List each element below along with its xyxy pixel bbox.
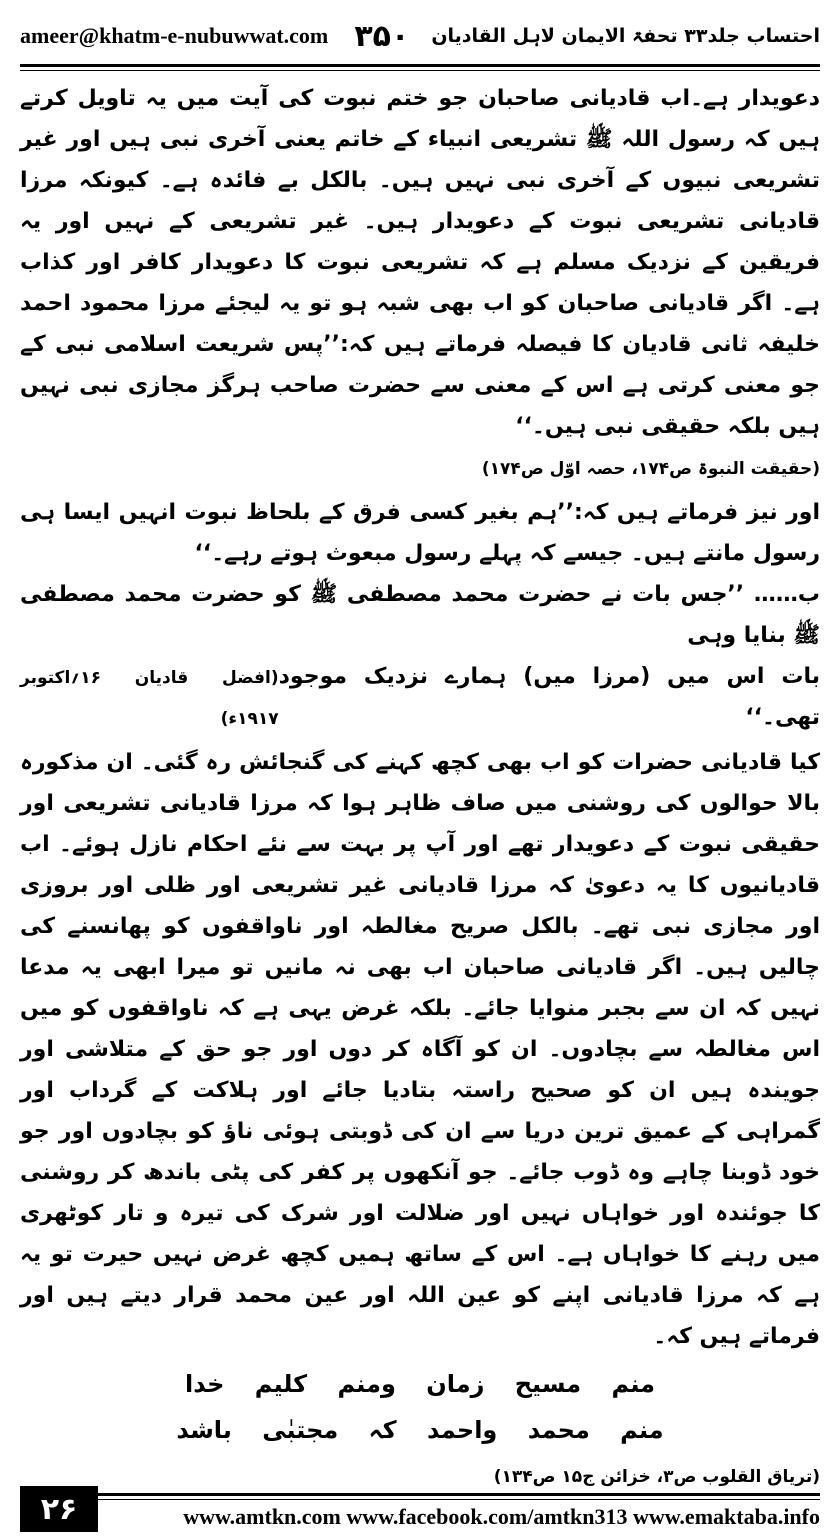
- header-email: ameer@khatm-e-nubuwwat.com: [20, 23, 329, 48]
- footer-links-block: [98, 1493, 820, 1532]
- paragraph-2: اور نیز فرماتے ہیں کہ:’’ہم بغیر کسی فرق کے بلحاظ نبوت انہیں ایسا ہی رسول مانتے ہیں۔ جیسے کہ پہلے رسول مبعوث ہوتے رہے۔‘‘: [20, 500, 820, 566]
- header-page-number: ۳۵۰: [354, 18, 410, 54]
- footer-website-links[interactable]: www.amtkn.com www.facebook.com/amtkn313 www.emaktaba.info: [183, 1504, 820, 1529]
- paragraph-1: دعویدار ہے۔اب قادیانی صاحبان جو ختم نبوت کی آیت میں یہ تاویل کرتے ہیں کہ رسول اللہ ﷺ تشریعی انبیاء کے خاتم یعنی آخری نبی ہیں اور غیر تشریعی نبیوں کے آخری نبی نہیں ہیں۔ بالکل بے فائدہ ہے۔ کیونکہ مرزا قادیانی تشریعی نبوت کے دعویدار ہیں۔ غیر تشریعی کے نہیں اور یہ فریقین کے نزدیک مسلم ہے کہ تشریعی نبوت کا دعویدار کافر اور کذاب ہے۔ اگر قادیانی صاحبان کو اب بھی شبہ ہو تو یہ لیجئے مرزا محمود احمد خلیفہ ثانی قادیان کا فیصلہ فرماتے ہیں کہ:’’پس شریعت اسلامی نبی کے جو معنی کرتی ہے اس کے معنی سے حضرت صاحب ہرگز مجازی نبی نہیں ہیں بلکہ حقیقی نبی ہیں۔‘‘: [20, 86, 820, 439]
- couplet-line-1: منم مسیح زمان ومنم کلیم خدا: [185, 1370, 655, 1398]
- page-header: [20, 14, 820, 58]
- reference-3: (تریاق القلوب ص۳، خزائن ج۱۵ ص۱۳۴): [493, 1467, 820, 1487]
- header-title-group: [354, 19, 820, 54]
- footer-page-number: ۲۶: [20, 1486, 98, 1532]
- couplet-line-2: منم محمد واحمد کہ مجتبٰی باشد: [176, 1416, 664, 1444]
- paragraph-3b: بات اس میں (مرزا میں) ہمارے نزدیک موجود تھی۔‘‘: [278, 664, 820, 730]
- header-book-title: احتساب جلد۳۳ تحفۃ الایمان لاہل القادیان: [431, 25, 820, 47]
- paragraph-3b-line: [20, 656, 820, 742]
- header-divider: [20, 64, 820, 67]
- paragraph-4: کیا قادیانی حضرات کو اب بھی کچھ کہنے کی گنجائش رہ گئی۔ ان مذکورہ بالا حوالوں کی روشنی میں صاف ظاہر ہوا کہ مرزا قادیانی تشریعی اور حقیقی نبوت کے دعویدار تھے اور آپ پر بہت سے نئے احکام نازل ہوئے۔ اب قادیانیوں کا یہ دعویٰ کہ مرزا قادیانی غیر تشریعی اور ظلی اور بروزی اور مجازی نبی تھے۔ بالکل صریح مغالطہ اور ناواقفوں کو پھانسنے کی چالیں ہیں۔ اگر قادیانی صاحبان اب بھی نہ مانیں تو میرا ابھی یہ مدعا نہیں کہ ان سے بجبر منوایا جائے۔ بلکہ غرض یہی ہے کہ ناواقفوں کو میں اس مغالطہ سے بچادوں۔ ان کو آگاہ کر دوں اور جو حق کے متلاشی اور جویندہ ہیں ان کو صحیح راستہ بتادیا جائے اور ہلاکت کے گرداب اور گمراہی کے عمیق ترین دریا سے ان کی ڈوبتی ہوئی ناؤ کو بچادوں اور جو خود ڈوبنا چاہے وہ ڈوب جائے۔ جو آنکھوں پر کفر کی پٹی باندھ کر روشنی کا جوئندہ اور خواہاں نہیں اور ضلالت اور شرک کی تیرہ و تار کوٹھری میں رہنے کا خواہاں ہے۔ اس کے ساتھ ہمیں کچھ غرض نہیں حیرت تو یہ ہے کہ مرزا قادیانی اپنے کو عین اللہ اور عین محمد قرار دیتے ہیں اور فرماتے ہیں کہ۔: [20, 750, 820, 1349]
- reference-2: (افضل قادیان ۱۶؍اکتوبر ۱۹۱۷ء): [20, 668, 279, 729]
- page-body: [20, 78, 820, 1500]
- paragraph-3a: ب…… ’’جس بات نے حضرت محمد مصطفی ﷺ کو حضرت محمد مصطفی ﷺ بنایا وہی: [20, 582, 820, 648]
- page-footer: [20, 1486, 820, 1532]
- persian-couplet: [20, 1361, 820, 1453]
- footer-divider: [98, 1493, 820, 1496]
- header-divider-thin: [20, 70, 820, 71]
- reference-1: (حقیقت النبوۃ ص۱۷۴، حصہ اوّل ص۱۷۴): [481, 459, 820, 479]
